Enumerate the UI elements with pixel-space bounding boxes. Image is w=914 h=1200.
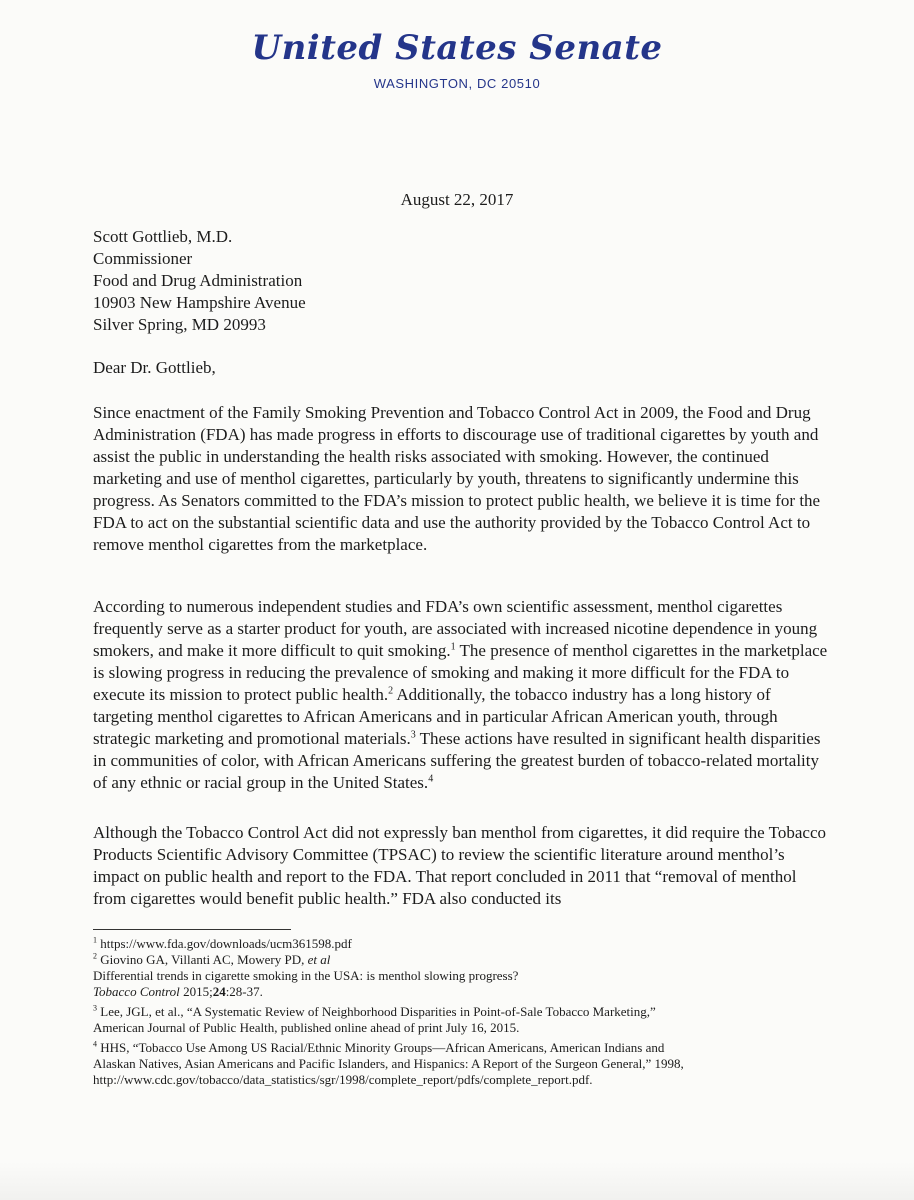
- footnote-ref: 1: [450, 641, 456, 653]
- footnote-number: 4: [93, 1039, 97, 1049]
- paragraph-text: The presence of menthol cigarettes in the marketplace is slowing progress in reducing the prevalence of smoking and making it more difficult for the FDA to execute its mission to protect public health.: [93, 641, 828, 704]
- body-paragraph-1: Since enactment of the Family Smoking Prevention and Tobacco Control Act in 2009, the Food and Drug Administration (FDA) has made progress in efforts to discourage use of traditional cigarettes by youth and assist the public in understanding the health risks associated with smoking. However, the continued marketing and use of menthol cigarettes, particularly by youth, threatens to significantly undermine this progress. As Senators committed to the FDA’s mission to protect public health, we believe it is time for the FDA to act on the substantial scientific data and use the authority provided by the Tobacco Control Act to remove menthol cigarettes from the marketplace.: [93, 403, 821, 554]
- footnote-1: [93, 936, 833, 952]
- footnote-text: Lee, JGL, et al., “A Systematic Review of Neighborhood Disparities in Point-of-Sale Tobacco Marketing,”: [97, 1004, 656, 1019]
- footnote-number: 3: [93, 1003, 97, 1013]
- footnote-number: 2: [93, 951, 97, 961]
- footnote-2: [93, 952, 833, 1000]
- footnote-text: Giovino GA, Villanti AC, Mowery PD,: [97, 952, 308, 967]
- footnote-3: [93, 1004, 833, 1036]
- recipient-line: Commissioner: [93, 249, 193, 268]
- body-paragraph-2: [93, 596, 828, 794]
- letterhead-title: United States Senate: [251, 28, 663, 68]
- salutation: Dear Dr. Gottlieb,: [93, 358, 216, 377]
- footnote-ref: 2: [388, 685, 394, 697]
- footnote-text: 2015;: [179, 984, 213, 999]
- footnote-text: et al: [307, 952, 331, 967]
- footnote-ref: 4: [428, 773, 434, 785]
- footnote-text: Alaskan Natives, Asian Americans and Pacific Islanders, and Hispanics: A Report of the Surgeon General,” 1998,: [93, 1056, 684, 1071]
- paragraph-text: Additionally, the tobacco industry has a long history of targeting menthol cigarettes to African Americans and in particular African American youth, through strategic marketing and promotional materials.: [93, 685, 778, 748]
- body-paragraph-3: Although the Tobacco Control Act did not expressly ban menthol from cigarettes, it did require the Tobacco Products Scientific Advisory Committee (TPSAC) to review the scientific literature around menthol’s impact on public health and report to the FDA. That report concluded in 2011 that “removal of menthol from cigarettes would benefit public health.” FDA also conducted its: [93, 823, 827, 908]
- letterhead-address: WASHINGTON, DC 20510: [373, 76, 541, 91]
- footnote-number: 1: [93, 935, 97, 945]
- footnote-text: HHS, “Tobacco Use Among US Racial/Ethnic Minority Groups—African Americans, American Indians and: [97, 1040, 665, 1055]
- footnote-text: Differential trends in cigarette smoking in the USA: is menthol slowing progress?: [93, 968, 519, 983]
- footnote-text: :28-37.: [225, 984, 263, 999]
- recipient-address: [93, 226, 306, 336]
- footnote-text: http://www.cdc.gov/tobacco/data_statistics/sgr/1998/complete_report/pdfs/complete_report.pdf.: [93, 1072, 593, 1087]
- recipient-line: Food and Drug Administration: [93, 271, 303, 290]
- paragraph-text: According to numerous independent studies and FDA’s own scientific assessment, menthol cigarettes frequently serve as a starter product for youth, are associated with increased nicotine dependence in young smokers, and make it more difficult to quit smoking.: [93, 597, 818, 660]
- recipient-line: Silver Spring, MD 20993: [93, 315, 266, 334]
- footnote-divider: [93, 929, 291, 930]
- footnote-4: [93, 1040, 833, 1088]
- paragraph-text: These actions have resulted in significant health disparities in communities of color, with African Americans suffering the greatest burden of tobacco-related mortality of any ethnic or racial group in the United States.: [93, 729, 821, 792]
- page-bottom-edge: [0, 1162, 914, 1200]
- footnote-volume: 24: [212, 984, 226, 999]
- footnote-text: https://www.fda.gov/downloads/ucm361598.pdf: [97, 936, 352, 951]
- recipient-line: Scott Gottlieb, M.D.: [93, 227, 233, 246]
- footnote-text: American Journal of Public Health, published online ahead of print July 16, 2015.: [93, 1020, 520, 1035]
- footnote-ref: 3: [410, 729, 416, 741]
- footnote-journal: Tobacco Control: [93, 984, 180, 999]
- recipient-line: 10903 New Hampshire Avenue: [93, 293, 306, 312]
- letter-date: August 22, 2017: [400, 190, 514, 209]
